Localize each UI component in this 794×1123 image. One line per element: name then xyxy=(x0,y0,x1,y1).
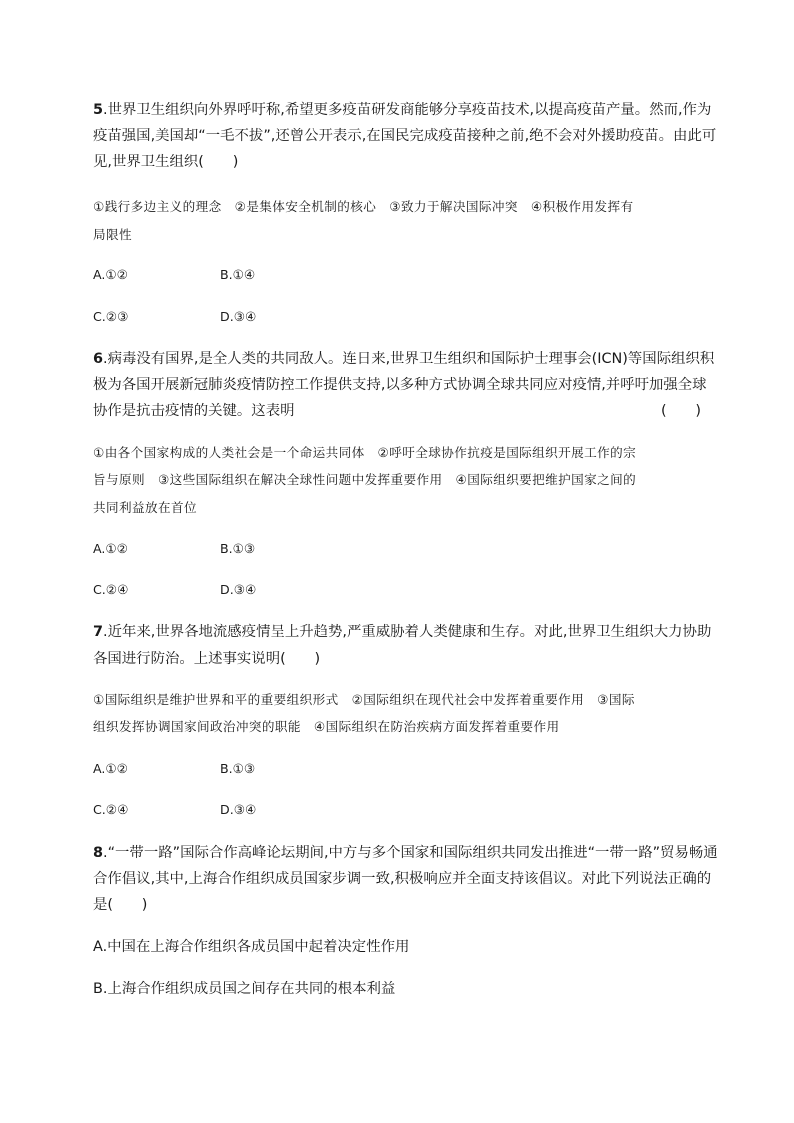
question-stem-line: 极为各国开展新冠肺炎疫情防控工作提供支持,以多种方式协调全球共同应对疫情,并呼吁加强全球 xyxy=(93,377,707,393)
question-stem-line: 各国进行防治。上述事实说明( ) xyxy=(93,651,321,667)
statement-options-line: 共同利益放在首位 xyxy=(93,500,197,515)
question-number: 5 xyxy=(93,102,104,118)
answer-choice-b[interactable]: B.①③ xyxy=(220,761,256,776)
question-stem-line: 疫苗强国,美国却“一毛不拔”,还曾公开表示,在国民完成疫苗接种之前,绝不会对外援助疫苗。由此可 xyxy=(93,128,717,144)
question-stem-line: 8.“一带一路”国际合作高峰论坛期间,中方与多个国家和国际组织共同发出推进“一带一路”贸易畅通 xyxy=(93,845,718,861)
answer-choice-c[interactable]: C.②④ xyxy=(93,802,129,817)
answer-choice-b[interactable]: B.①③ xyxy=(220,541,256,556)
answer-choice-d[interactable]: D.③④ xyxy=(220,802,257,817)
statement-options-line: 组织发挥协调国家间政治冲突的职能 ④国际组织在防治疾病方面发挥着重要作用 xyxy=(93,719,560,734)
answer-choice-a[interactable]: A.①② xyxy=(93,267,128,282)
answer-choice-a[interactable]: A.中国在上海合作组织各成员国中起着决定性作用 xyxy=(93,939,410,955)
question-number: 7 xyxy=(93,624,104,640)
question-stem-line: 是( ) xyxy=(93,897,148,913)
statement-options-line: ①国际组织是维护世界和平的重要组织形式 ②国际组织在现代社会中发挥着重要作用 ③国际 xyxy=(93,692,635,707)
question-stem-line: 6.病毒没有国界,是全人类的共同敌人。连日来,世界卫生组织和国际护士理事会(ICN)等国际组织积 xyxy=(93,351,715,367)
answer-choice-a[interactable]: A.①② xyxy=(93,541,128,556)
answer-choice-b[interactable]: B.上海合作组织成员国之间存在共同的根本利益 xyxy=(93,981,396,997)
question-number: 8 xyxy=(93,845,104,861)
answer-choice-d[interactable]: D.③④ xyxy=(220,582,257,597)
statement-options-line: ①由各个国家构成的人类社会是一个命运共同体 ②呼吁全球协作抗疫是国际组织开展工作的宗 xyxy=(93,445,637,460)
answer-paren: ( ) xyxy=(661,403,702,419)
answer-choice-c[interactable]: C.②④ xyxy=(93,582,129,597)
answer-choice-d[interactable]: D.③④ xyxy=(220,309,257,324)
answer-choice-b[interactable]: B.①④ xyxy=(220,267,256,282)
question-stem-line: 7.近年来,世界各地流感疫情呈上升趋势,严重威胁着人类健康和生存。对此,世界卫生组织大力协助 xyxy=(93,624,712,640)
question-number: 6 xyxy=(93,351,104,367)
question-stem-line: 5.世界卫生组织向外界呼吁称,希望更多疫苗研发商能够分享疫苗技术,以提高疫苗产量。然而,作为 xyxy=(93,102,712,118)
statement-options-line: 旨与原则 ③这些国际组织在解决全球性问题中发挥重要作用 ④国际组织要把维护国家之间的 xyxy=(93,472,637,487)
statement-options-line: ①践行多边主义的理念 ②是集体安全机制的核心 ③致力于解决国际冲突 ④积极作用发挥有 xyxy=(93,199,634,214)
statement-options-line: 局限性 xyxy=(93,227,132,242)
question-stem-line: 合作倡议,其中,上海合作组织成员国家步调一致,积极响应并全面支持该倡议。对此下列说法正确的 xyxy=(93,871,712,887)
question-stem-line: 协作是抗击疫情的关键。这表明 ( ) xyxy=(93,403,702,419)
answer-choice-c[interactable]: C.②③ xyxy=(93,309,129,324)
question-stem-line: 见,世界卫生组织( ) xyxy=(93,154,239,170)
answer-choice-a[interactable]: A.①② xyxy=(93,761,128,776)
